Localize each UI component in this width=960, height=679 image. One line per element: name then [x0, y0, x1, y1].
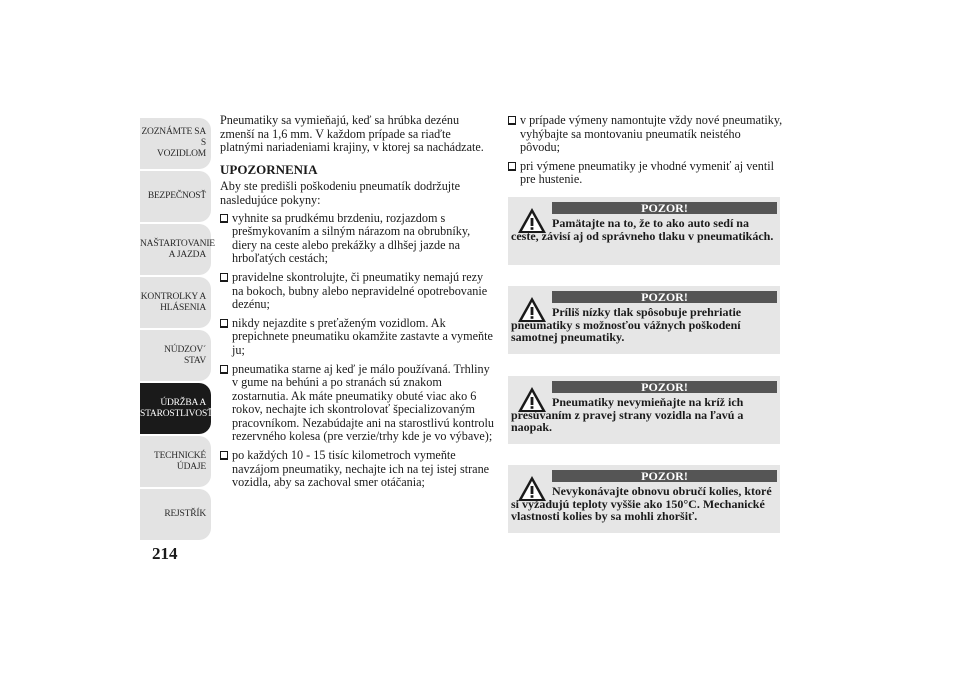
- list-item-text: pneumatika starne aj keď je málo používaná. Trhliny v gume na behúni a po stranách sú znakom zostarnutia. Ak máte pneumatiky obuté viac ako 6 rokov, nechajte ich skontrolovať špecializovaným pracovníkom. Nezabúdajte ani na starostlivú kontrolu rezervného kolesa (pre verzie/trhy kde je vo výbave);: [232, 361, 494, 444]
- tab-technicke-udaje[interactable]: [140, 436, 211, 487]
- list-item: [508, 114, 783, 155]
- warning-label: POZOR!: [552, 470, 777, 482]
- checkbox-bullet-icon: [220, 214, 228, 223]
- checkbox-bullet-icon: [508, 162, 516, 171]
- tab-label-line: KONTROLKY A: [140, 291, 206, 302]
- warning-box: [508, 197, 780, 265]
- list-item: [220, 363, 495, 445]
- tab-udrzba-a-starostlivost[interactable]: [140, 383, 211, 434]
- tab-kontrolky-a-hlasenia[interactable]: [140, 277, 211, 328]
- tab-bezpecnost[interactable]: [140, 171, 211, 222]
- tab-label-line: ÚDAJE: [176, 461, 206, 472]
- tab-label-line: NAŠTARTOVANIE: [140, 238, 215, 249]
- checkbox-bullet-icon: [220, 319, 228, 328]
- warning-text: Príliš nízky tlak spôsobuje prehriatie pneumatiky s možnosťou vážnych poškodení samotnej pneumatiky.: [511, 305, 742, 345]
- checkbox-bullet-icon: [220, 365, 228, 374]
- tab-label-line: VOZIDLOM: [156, 149, 206, 159]
- list-item: [220, 271, 495, 312]
- checkbox-bullet-icon: [220, 451, 228, 460]
- list-item: [220, 317, 495, 358]
- list-item: [220, 449, 495, 490]
- tips-list-continued: [508, 114, 783, 187]
- checkbox-bullet-icon: [508, 116, 516, 125]
- tab-label-line: TECHNICKÉ: [153, 450, 206, 461]
- tab-label-line: HLÁSENIA: [160, 302, 206, 313]
- left-column: [220, 114, 495, 495]
- warning-label: POZOR!: [552, 202, 777, 214]
- list-item-text: po každých 10 - 15 tisíc kilometroch vymeňte navzájom pneumatiky, nechajte ich na tej istej strane vozidla, aby sa zachoval smer otáčania;: [232, 448, 490, 490]
- checkbox-bullet-icon: [220, 273, 228, 282]
- list-item-text: pravidelne skontrolujte, či pneumatiky nemajú rezy na bokoch, bubny alebo nepravidelné opotrebovanie dezénu;: [232, 269, 488, 312]
- tab-zoznamte-sa-s-vozidlom[interactable]: [140, 118, 211, 169]
- warning-label: POZOR!: [552, 291, 777, 303]
- tab-label-line: NÚDZOV´ STAV: [164, 344, 206, 366]
- warning-text: Pneumatiky nevymieňajte na kríž ich presúvaním z pravej strany vozidla na ľavú a naopak.: [511, 395, 744, 435]
- tab-label-line: ZOZNÁMTE SA S: [141, 127, 206, 148]
- list-item-text: v prípade výmeny namontujte vždy nové pneumatiky, vyhýbajte sa montovaniu pneumatík neistého pôvodu;: [520, 113, 783, 155]
- tab-rejstrik[interactable]: [140, 489, 211, 540]
- page-number: 214: [152, 544, 178, 563]
- warning-text: Pamätajte na to, že to ako auto sedí na ceste, závisí aj od správneho tlaku v pneumatikách.: [511, 216, 774, 243]
- tips-list: [220, 212, 495, 490]
- tab-nudzovy-stav[interactable]: [140, 330, 211, 381]
- tab-label-line: REJSTŘÍK: [164, 509, 206, 519]
- warning-box: [508, 465, 780, 533]
- list-item: [220, 212, 495, 266]
- warning-label: POZOR!: [552, 381, 777, 393]
- warning-box: [508, 376, 780, 444]
- list-item-text: nikdy nejazdite s preťaženým vozidlom. Ak prepichnete pneumatiku okamžite zastavte a vymeňte ju;: [232, 315, 493, 357]
- lead-paragraph: Aby ste predišli poškodeniu pneumatík dodržujte nasledujúce pokyny:: [220, 179, 460, 207]
- tab-label-line: BEZPEČNOSŤ: [147, 191, 206, 201]
- warning-text: Nevykonávajte obnovu obručí kolies, ktoré si vyžadujú teploty vyššie ako 150°C. Mechanické vlastnosti kolies by sa mohli zhoršiť.: [511, 484, 772, 524]
- tab-label-line: STAROSTLIVOSŤ: [140, 408, 213, 419]
- list-item-text: pri výmene pneumatiky je vhodné vymeniť aj ventil pre hustenie.: [520, 158, 774, 187]
- intro-paragraph: Pneumatiky sa vymieňajú, keď sa hrúbka dezénu zmenší na 1,6 mm. V každom prípade sa riaďte platnými nariadeniami krajiny, v ktorej sa nachádzate.: [220, 113, 484, 155]
- tab-label-line: ÚDRŽBA A: [160, 397, 206, 408]
- tab-label-line: A JAZDA: [168, 249, 206, 260]
- list-item: [508, 160, 783, 187]
- list-item-text: vyhnite sa prudkému brzdeniu, rozjazdom s prešmykovaním a silným nárazom na obrubníky, diery na ceste alebo prekážky a dlhšej jazde na hrboľatých cestách;: [232, 210, 471, 266]
- right-column: [508, 114, 783, 192]
- section-heading: UPOZORNENIA: [220, 161, 318, 177]
- warning-box: [508, 286, 780, 354]
- tab-nastartovanie-a-jazda[interactable]: [140, 224, 215, 275]
